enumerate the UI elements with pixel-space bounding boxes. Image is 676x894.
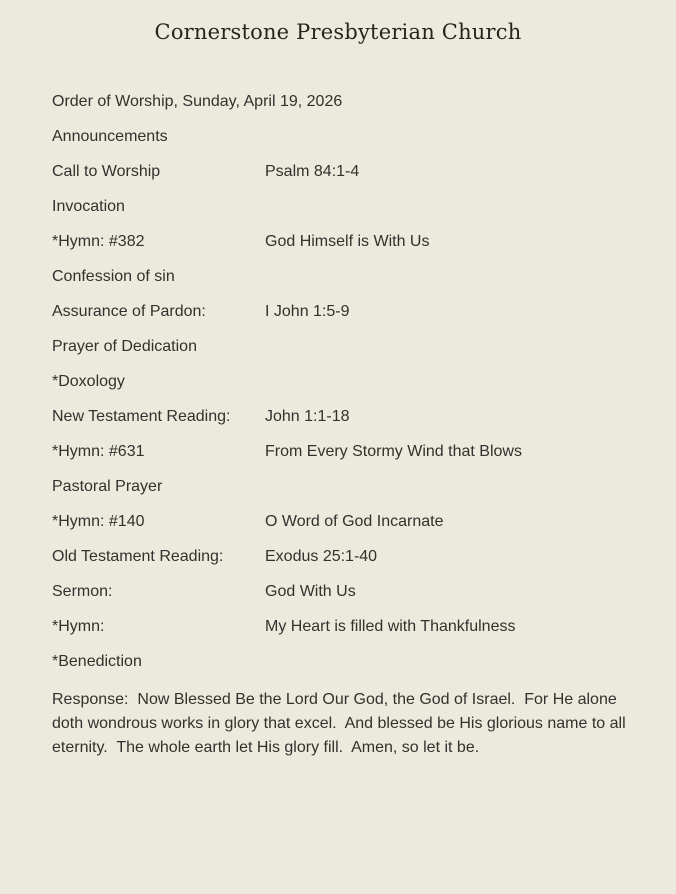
row-call-to-worship <box>52 162 626 181</box>
order-item-label: *Benediction <box>52 653 142 670</box>
order-item-label: Call to Worship <box>52 163 161 180</box>
order-item-value: Psalm 84:1-4 <box>265 163 360 180</box>
order-item-label: Confession of sin <box>52 268 175 285</box>
row-announcements <box>52 127 626 146</box>
row-doxology <box>52 372 626 391</box>
order-item-value: God With Us <box>265 583 356 600</box>
order-item-value: God Himself is With Us <box>265 233 430 250</box>
row-hymn-382 <box>52 232 626 251</box>
order-item-label: *Hymn: #382 <box>52 233 145 250</box>
order-item-value: My Heart is filled with Thankfulness <box>265 618 516 635</box>
row-confession-of-sin <box>52 267 626 286</box>
order-item-label: Pastoral Prayer <box>52 478 163 495</box>
order-item-label: New Testament Reading: <box>52 408 231 425</box>
order-of-worship <box>0 45 676 760</box>
order-item-label: *Hymn: #631 <box>52 443 145 460</box>
row-new-testament-reading <box>52 407 626 426</box>
order-item-value: John 1:1-18 <box>265 408 350 425</box>
row-sermon <box>52 582 626 601</box>
order-item-label: *Doxology <box>52 373 125 390</box>
response-paragraph: Response: Now Blessed Be the Lord Our God, the God of Israel. For He alone doth wondrous works in glory that excel. And blessed be His glorious name to all eternity. The whole earth let His glory fill. Amen, so let it be. <box>52 691 631 756</box>
order-item-label: Announcements <box>52 128 168 145</box>
church-name-title: Cornerstone Presbyterian Church <box>154 20 522 44</box>
order-item-label: *Hymn: #140 <box>52 513 145 530</box>
order-item-label: Prayer of Dedication <box>52 338 197 355</box>
order-item-label: *Hymn: <box>52 618 105 635</box>
row-pastoral-prayer <box>52 477 626 496</box>
row-closing-hymn <box>52 617 626 636</box>
order-item-label: Invocation <box>52 198 125 215</box>
order-item-label: Order of Worship, Sunday, April 19, 2026 <box>52 93 343 110</box>
order-item-value: O Word of God Incarnate <box>265 513 444 530</box>
row-hymn-140 <box>52 512 626 531</box>
bulletin-page <box>0 19 676 894</box>
order-item-label: Sermon: <box>52 583 113 600</box>
order-item-value: From Every Stormy Wind that Blows <box>265 443 522 460</box>
row-benediction <box>52 652 626 671</box>
row-date-line <box>52 92 626 111</box>
order-item-label: Old Testament Reading: <box>52 548 224 565</box>
row-assurance-of-pardon <box>52 302 626 321</box>
row-invocation <box>52 197 626 216</box>
row-hymn-631 <box>52 442 626 461</box>
order-item-value: I John 1:5-9 <box>265 303 350 320</box>
order-item-value: Exodus 25:1-40 <box>265 548 378 565</box>
row-old-testament-reading <box>52 547 626 566</box>
order-item-label: Assurance of Pardon: <box>52 303 206 320</box>
row-prayer-of-dedication <box>52 337 626 356</box>
